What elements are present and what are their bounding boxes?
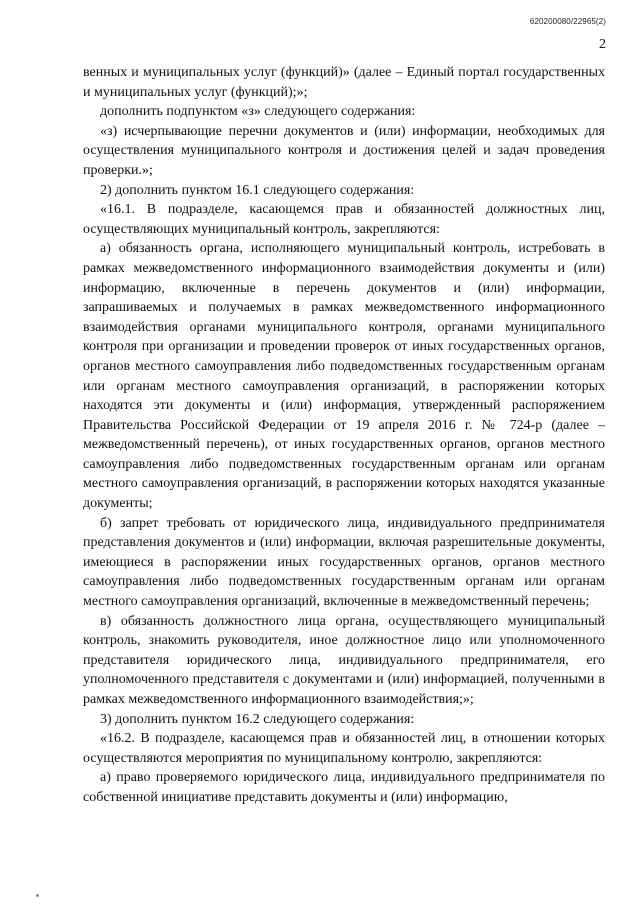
paragraph: дополнить подпунктом «з» следующего содержания: (100, 104, 416, 120)
page-number: 2 (599, 37, 606, 52)
paragraph: «з) исчерпывающие перечни документов и (или) информации, необходимых для осуществления муниципального контроля и достижения целей и задач проведения проверки.»; (83, 123, 605, 178)
paragraph: в) обязанность должностного лица органа, осуществляющего муниципальный контроль, знакомить руководителя, иное должностное лицо или уполномоченного представителя юридического лица, индивидуального предпринимателя, его уполномоченного представителя с документами и (или) информацией, полученными в рамках межведомственного информационного взаимодействия;»; (83, 613, 605, 707)
paragraph: «16.2. В подразделе, касающемся прав и обязанностей лиц, в отношении которых осуществляются мероприятия по муниципальному контролю, закрепляются: (83, 731, 605, 766)
paragraph: а) обязанность органа, исполняющего муниципальный контроль, истребовать в рамках межведомственного информационного взаимодействия документы и (или) информацию, включенные в перечень документов и (или) информации, запрашиваемых и получаемых в рамках межведомственного информационного взаимодействия органами муниципального контроля, органами муниципального контроля при организации и проведении проверок от иных государственных органов, органов местного самоуправления либо подведомственных государственным органам или органам местного самоуправления организаций, в распоряжении которых находятся эти документы и (или) информация, утвержденный распоряжением Правительства Российской Федерации от 19 апреля 2016 г. № 724-р (далее – межведомственный перечень), от иных государственных органов, органов местного самоуправления либо подведомственных государственным органам или органам местного самоуправления организаций, в распоряжении которых находятся указанные документы; (83, 241, 605, 512)
scan-mark (36, 894, 39, 897)
paragraph: «16.1. В подразделе, касающемся прав и обязанностей должностных лиц, осуществляющих муниципальный контроль, закрепляются: (83, 202, 605, 237)
paragraph: 2) дополнить пунктом 16.1 следующего содержания: (100, 182, 415, 198)
document-code: 620200080/22965(2) (529, 17, 606, 26)
paragraph: 3) дополнить пунктом 16.2 следующего содержания: (100, 711, 415, 727)
paragraph: венных и муниципальных услуг (функций)» (далее – Единый портал государственных и муниципальных услуг (функций);»; (83, 65, 605, 100)
paragraph: а) право проверяемого юридического лица, индивидуального предпринимателя по собственной инициативе представить документы и (или) информацию, (83, 770, 605, 805)
paragraph: б) запрет требовать от юридического лица, индивидуального предпринимателя представления документов и (или) информации, включая разрешительные документы, имеющиеся в распоряжении иных государственных органов, органов местного самоуправления либо подведомственных государственным органам или органам местного самоуправления организаций, включенные в межведомственный перечень; (83, 515, 605, 610)
document-body (83, 63, 605, 808)
